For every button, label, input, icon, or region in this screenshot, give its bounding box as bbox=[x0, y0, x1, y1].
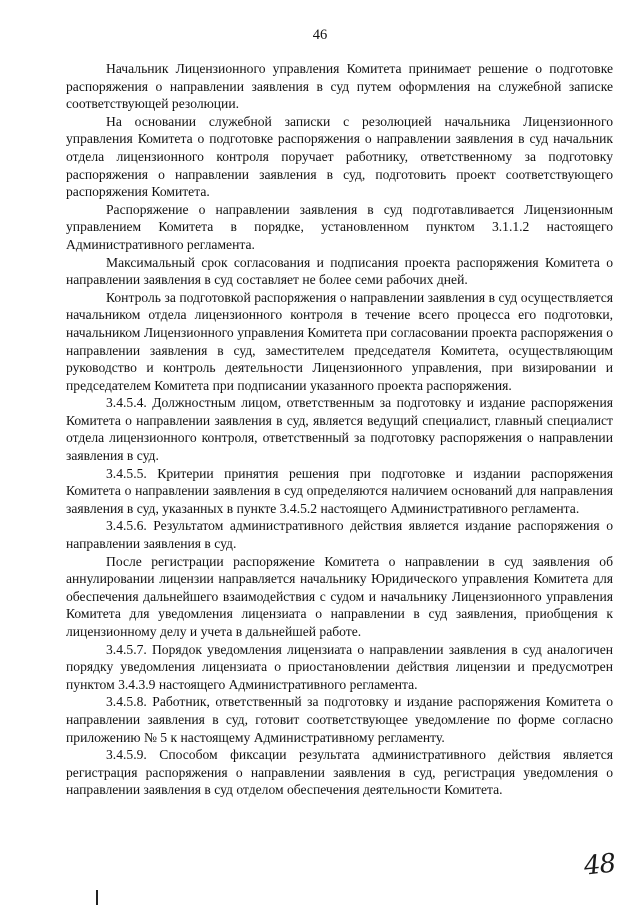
paragraph: 3.4.5.7. Порядок уведомления лицензиата о направлении заявления в суд аналогичен порядку уведомления лицензиата о приостановлении действия лицензии и предусмотрен пунктом 3.4.3.9 настоящего Административного регламента. bbox=[66, 641, 613, 692]
paragraph: Начальник Лицензионного управления Комитета принимает решение о подготовке распоряжения о направлении заявления в суд путем оформления на служебной записке соответствующей резолюции. bbox=[66, 61, 613, 112]
paragraph: Распоряжение о направлении заявления в суд подготавливается Лицензионным управлением Комитета в порядке, установленном пунктом 3.1.1.2 настоящего Административного регламента. bbox=[66, 201, 613, 252]
document-body bbox=[66, 60, 613, 799]
page-number: 46 bbox=[312, 27, 328, 43]
paragraph: 3.4.5.4. Должностным лицом, ответственным за подготовку и издание распоряжения Комитета о направлении заявления в суд, является ведущий специалист, главный специалист отдела лицензионного контроля, ответственный за подготовку распоряжения о направлении заявления в суд. bbox=[66, 395, 613, 464]
paragraph: Максимальный срок согласования и подписания проекта распоряжения Комитета о направлении заявления в суд составляет не более семи рабочих дней. bbox=[66, 254, 613, 288]
scan-mark bbox=[96, 890, 98, 905]
paragraph: 3.4.5.6. Результатом административного действия является издание распоряжения о направлении заявления в суд. bbox=[66, 518, 613, 552]
paragraph: После регистрации распоряжение Комитета о направлении в суд заявления об аннулировании лицензии направляется начальнику Юридического управления Комитета для обеспечения дальнейшего взаимодействия с судом и начальнику Лицензионного управления Комитета для уведомления лицензиата о направлении в суд заявления, приобщения к лицензионному делу и учета в дальнейшей работе. bbox=[66, 553, 613, 639]
paragraph: 3.4.5.9. Способом фиксации результата административного действия является регистрация распоряжения о направлении заявления в суд, регистрация уведомления о направлении заявления в суд отделом обеспечения деятельности Комитета. bbox=[66, 747, 613, 798]
paragraph: Контроль за подготовкой распоряжения о направлении заявления в суд осуществляется начальником отдела лицензионного контроля в течение всего процесса его подготовки, начальником Лицензионного управления Комитета при согласовании проекта распоряжения о направлении заявления в суд, заместителем председателя Комитета, осуществляющим руководство и контроль деятельности Лицензионного управления, при визировании и председателем Комитета при подписании указанного проекта распоряжения. bbox=[66, 289, 613, 393]
handwritten-page-number: 48 bbox=[582, 848, 617, 882]
paragraph: На основании служебной записки с резолюцией начальника Лицензионного управления Комитета о подготовке распоряжения о направлении заявления в суд начальник отдела лицензионного контроля поручает работнику, ответственному за подготовку распоряжения о направлении заявления в суд, подготовить проект соответствующего распоряжения Комитета. bbox=[66, 113, 613, 200]
paragraph: 3.4.5.8. Работник, ответственный за подготовку и издание распоряжения Комитета о направлении заявления в суд, готовит соответствующее уведомление по форме согласно приложению № 5 к настоящему Административному регламенту. bbox=[66, 694, 613, 745]
paragraph: 3.4.5.5. Критерии принятия решения при подготовке и издании распоряжения Комитета о направлении заявления в суд определяются наличием оснований для направления заявления в суд, указанных в пункте 3.4.5.2 настоящего Административного регламента. bbox=[66, 465, 613, 516]
